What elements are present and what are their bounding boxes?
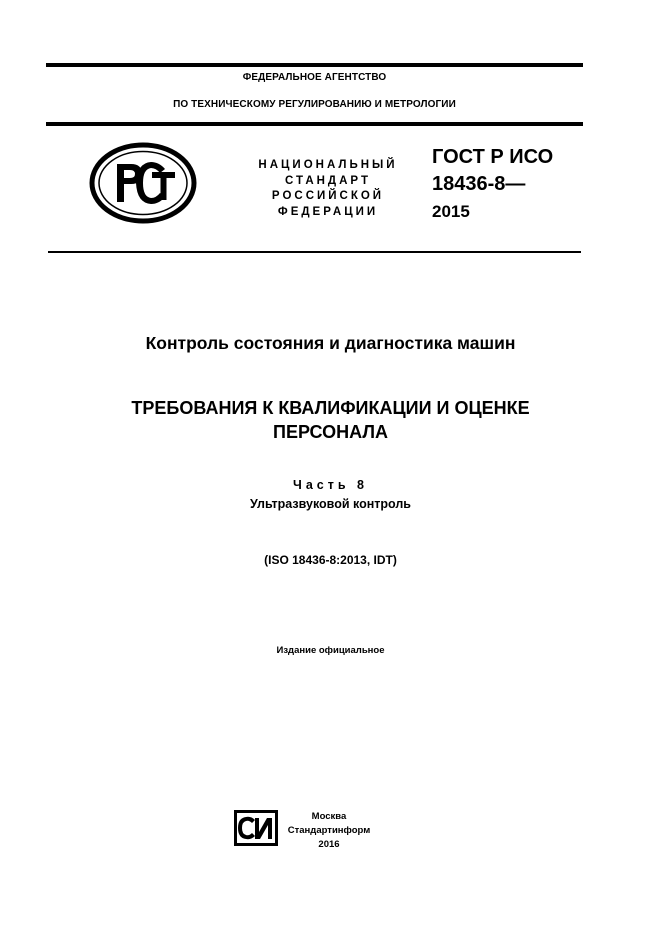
national-standard-line-2: СТАНДАРТ bbox=[285, 174, 371, 187]
national-standard-line-1: НАЦИОНАЛЬНЫЙ bbox=[258, 159, 398, 171]
subtitle-line-2: ПЕРСОНАЛА bbox=[273, 422, 388, 442]
national-standard-label bbox=[248, 158, 408, 220]
document-subtitle bbox=[0, 396, 661, 444]
standartinform-logo-icon bbox=[233, 809, 279, 847]
iso-reference: (ISO 18436-8:2013, IDT) bbox=[264, 553, 397, 567]
designation-line-2: 18436-8— bbox=[432, 173, 526, 195]
national-standard-line-4: ФЕДЕРАЦИИ bbox=[277, 205, 379, 218]
part-title: Ультразвуковой контроль bbox=[250, 497, 411, 511]
national-standard-line-3: РОССИЙСКОЙ bbox=[271, 190, 385, 202]
document-title: Контроль состояния и диагностика машин bbox=[145, 333, 516, 353]
part-number: Часть 8 bbox=[293, 478, 368, 492]
publication-year: 2016 bbox=[318, 839, 340, 850]
publisher-city: Москва bbox=[311, 811, 347, 822]
header-rule bbox=[46, 122, 583, 126]
designation-line-1: ГОСТ Р ИСО bbox=[432, 146, 554, 168]
top-rule bbox=[46, 63, 583, 67]
edition-note: Издание официальное bbox=[276, 645, 385, 656]
publisher-block bbox=[284, 810, 374, 852]
designation-year: 2015 bbox=[432, 202, 470, 221]
designation-rule bbox=[48, 251, 581, 253]
standard-designation bbox=[432, 144, 553, 225]
agency-line-2: ПО ТЕХНИЧЕСКОМУ РЕГУЛИРОВАНИЮ И МЕТРОЛОГИИ bbox=[173, 99, 456, 110]
publisher-name: Стандартинформ bbox=[287, 825, 371, 836]
rst-certification-mark-icon bbox=[89, 142, 197, 224]
subtitle-line-1: ТРЕБОВАНИЯ К КВАЛИФИКАЦИИ И ОЦЕНКЕ bbox=[131, 398, 530, 418]
agency-line-1: ФЕДЕРАЛЬНОЕ АГЕНТСТВО bbox=[242, 72, 387, 83]
